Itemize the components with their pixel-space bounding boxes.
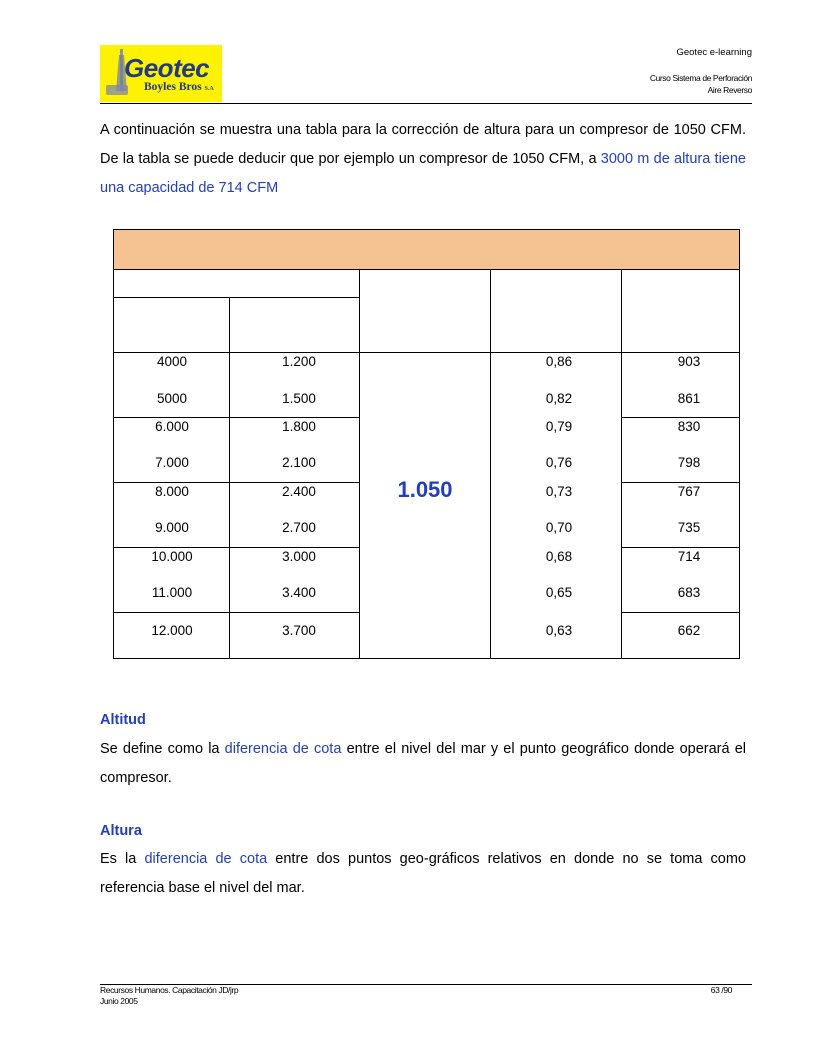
table-row-divider [114,297,359,298]
table-cell: 798 [677,455,701,470]
table-cell: 8.000 [155,484,189,499]
table-cell: 0,79 [545,419,573,434]
table-cell: 3.000 [282,549,316,564]
intro-paragraph: A continuación se muestra una tabla para la corrección de altura para un compresor de 1050 CFM. De la tabla se puede deducir que por ejemplo un compresor de 1050 CFM, a 3000 m de altura tiene una capacidad de 714 CFM [100,122,746,196]
altitude-correction-table [113,229,740,659]
table-row-divider [114,547,359,548]
logo-title: Geotec [124,53,210,83]
table-row-divider [621,612,740,613]
table-cell: 3.700 [282,623,316,638]
table-cell: 735 [677,520,701,535]
table-row-divider [114,352,740,353]
table-merged-cfm-value: 1.050 [397,477,453,502]
table-cell: 903 [677,354,701,369]
altura-highlight: diferencia de cota [144,851,268,867]
table-cell: 0,86 [545,354,573,369]
table-row-divider [114,482,359,483]
table-cell: 3.400 [282,585,316,600]
table-cell: 2.400 [282,484,316,499]
table-cell: 861 [677,391,701,406]
page-number: 63 /90 [710,985,732,995]
logo-subtitle: Boyles Bros S.A [144,81,214,93]
header-site-name: Geotec e-learning [676,47,752,58]
table-col-divider [621,269,622,658]
table-row-divider [621,482,740,483]
table-cell: 12.000 [151,623,193,638]
table-row-divider [114,417,359,418]
table-cell: 0,70 [545,520,573,535]
company-logo [100,45,222,102]
header-divider [100,103,752,104]
table-cell: 5000 [156,391,188,406]
altitud-heading: Altitud [100,712,146,728]
intro-highlight: 3000 m de altura tiene una capacidad de 714 CFM [100,151,746,196]
table-cell: 11.000 [151,585,193,600]
table-cell: 683 [677,585,701,600]
table-cell: 1.500 [282,391,316,406]
table-cell: 662 [677,623,701,638]
table-cell: 767 [677,484,701,499]
table-cell: 6.000 [155,419,189,434]
footer-credits: Recursos Humanos. Capacitación JD/jrp Junio 2005 [100,985,239,1006]
table-header-band [114,230,739,270]
altura-definition: Es la diferencia de cota entre dos puntos geo-gráficos relativos en donde no se toma como referencia base el nivel del mar. [100,851,746,896]
table-cell: 830 [677,419,701,434]
table-col-divider [490,269,491,658]
table-cell: 2.100 [282,455,316,470]
table-cell: 1.200 [282,354,316,369]
table-cell: 1.800 [282,419,316,434]
table-cell: 0,65 [545,585,573,600]
table-row-divider [114,612,359,613]
header-course-name: Curso Sistema de Perforación [649,73,752,83]
table-cell: 2.700 [282,520,316,535]
table-cell: 0,73 [545,484,573,499]
table-row-divider [621,417,740,418]
altitud-definition: Se define como la diferencia de cota entre el nivel del mar y el punto geográfico donde operará el compresor. [100,741,746,786]
table-cell: 714 [677,549,701,564]
table-cell: 4000 [156,354,188,369]
table-cell: 9.000 [155,520,189,535]
altitud-highlight: diferencia de cota [224,741,342,757]
table-cell: 7.000 [155,455,189,470]
table-cell: 0,82 [545,391,573,406]
table-cell: 0,63 [545,623,573,638]
table-cell: 10.000 [151,549,193,564]
header-course-subtitle: Aire Reverso [707,85,752,95]
table-cell: 0,68 [545,549,573,564]
altura-heading: Altura [100,823,142,839]
table-cell: 0,76 [545,455,573,470]
table-col-divider [359,269,360,658]
table-row-divider [621,547,740,548]
